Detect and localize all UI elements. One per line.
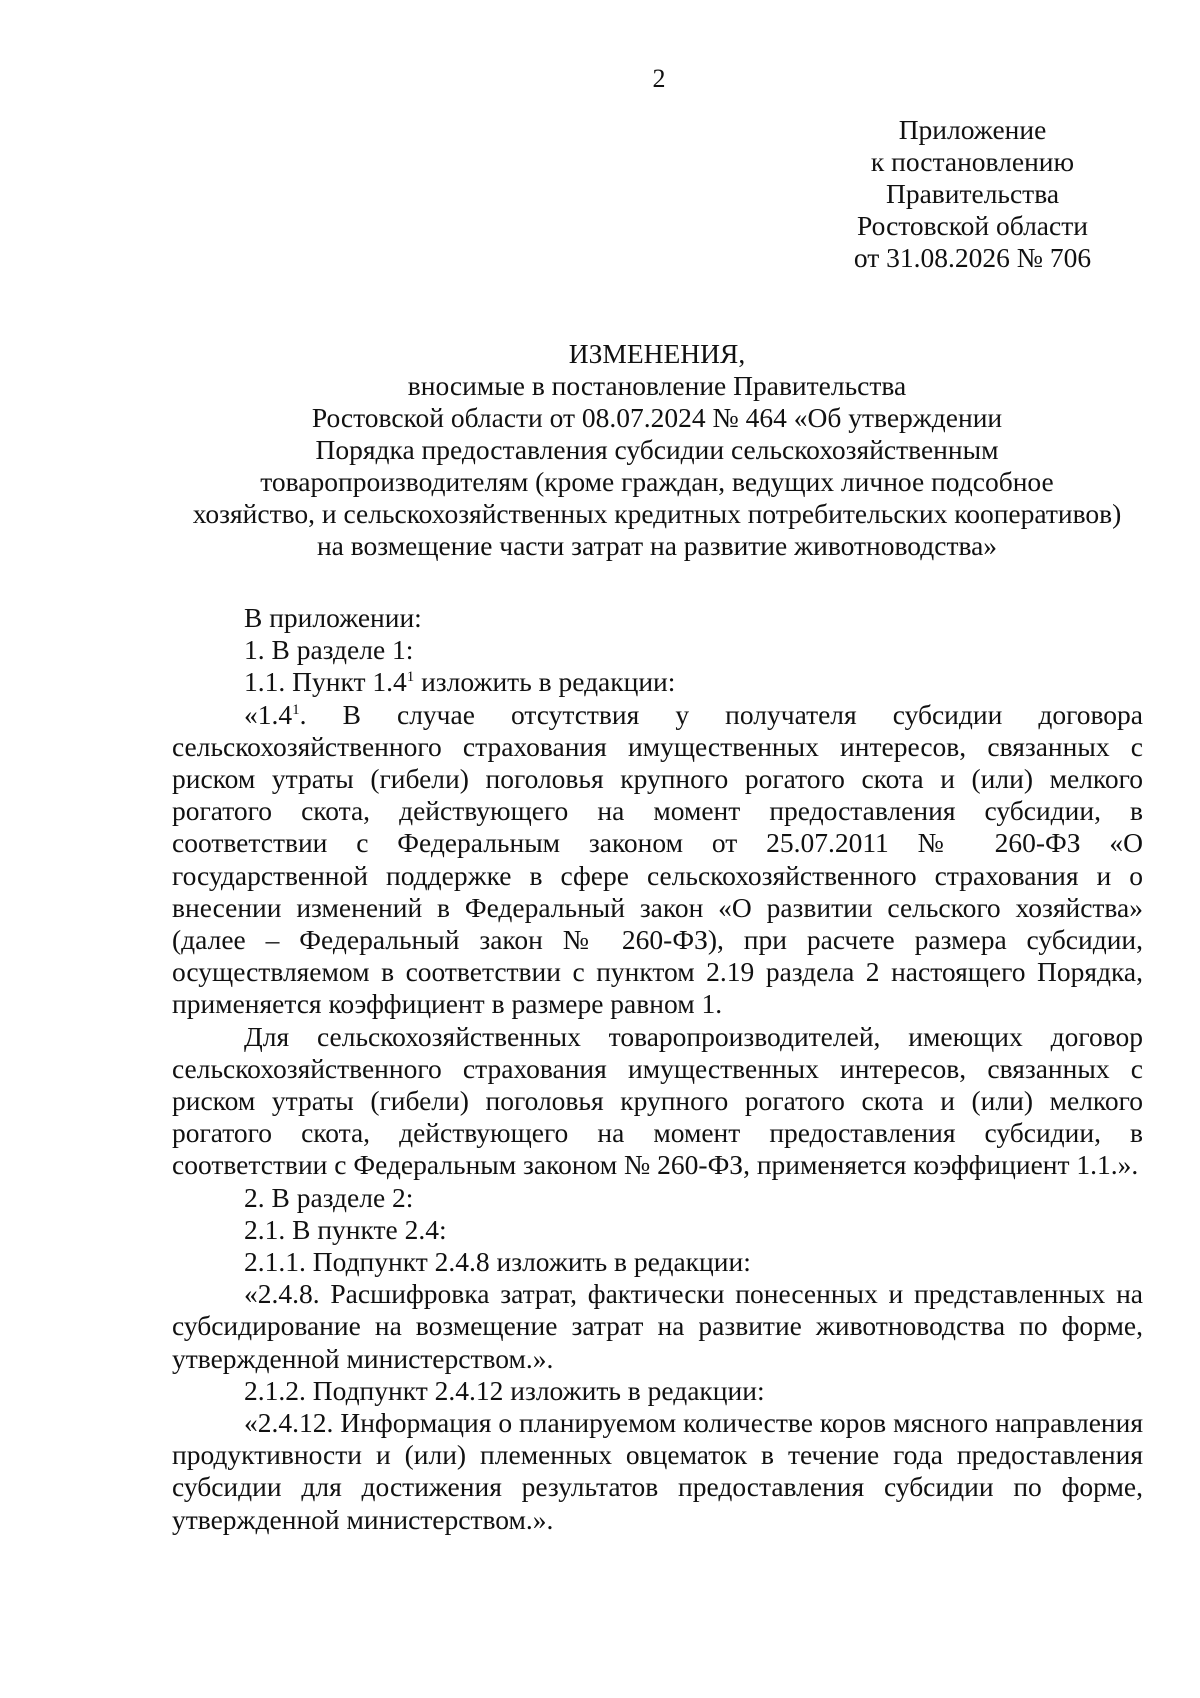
document-body <box>172 602 1143 1536</box>
paragraph: В приложении: <box>244 602 422 633</box>
paragraph-text: изложить в редакции: <box>414 666 676 698</box>
paragraph: «2.4.12. Информация о планируемом количестве коров мясного направления продуктивности и (или) племенных овцематок в течение года предоставления субсидии для достижения результатов предоставления субсидии по форме, утвержденной министерством.». <box>172 1407 1143 1535</box>
appendix-header <box>800 114 1145 274</box>
page-number: 2 <box>652 64 666 93</box>
title-line: на возмещение части затрат на развитие животноводства» <box>316 530 998 561</box>
paragraph: 2.1.1. Подпункт 2.4.8 изложить в редакции: <box>244 1246 751 1278</box>
paragraph: 2.1. В пункте 2.4: <box>244 1213 447 1245</box>
title-line: Порядка предоставления субсидии сельскохозяйственным <box>315 434 999 465</box>
paragraph: 2.1.2. Подпункт 2.4.12 изложить в редакции: <box>244 1374 765 1406</box>
title-heading: ИЗМЕНЕНИЯ, <box>568 338 746 369</box>
paragraph: «2.4.8. Расшифровка затрат, фактически понесенных и представленных на субсидирование на возмещение затрат на развитие животноводства по форме, утвержденной министерством.». <box>172 1278 1143 1374</box>
appendix-line: к постановлению <box>870 146 1075 177</box>
paragraph: 1. В разделе 1: <box>244 634 414 666</box>
paragraph: Для сельскохозяйственных товаропроизводителей, имеющих договор сельскохозяйственного страхования имущественных интересов, связанных с риском утраты (гибели) поголовья крупного рогатого скота и (или) мелкого рогатого скота, действующего на момент предоставления субсидии, в соответствии с Федеральным законом № 260-ФЗ, применяется коэффициент 1.1.». <box>172 1020 1143 1181</box>
title-line: вносимые в постановление Правительства <box>407 370 907 401</box>
paragraph-text: . В случае отсутствия у получателя субсидии договора сельскохозяйственного страхования имущественных интересов, связанных с риском утраты (гибели) поголовья крупного рогатого скота и (или) мелкого рогатого скота, действующего на момент предоставления субсидии, в соответствии с Федеральным законом от 25.07.2011 № 260-ФЗ «О государственной поддержке в сфере сельскохозяйственного страхования и о внесении изменений в Федеральный закон «О развитии сельского хозяйства» (далее – Федеральный закон № 260-ФЗ), при расчете размера субсидии, осуществляемом в соответствии с пунктом 2.19 раздела 2 настоящего Порядка, применяется коэффициент в размере равном 1. <box>172 698 1143 1020</box>
paragraph-text: «1.4 <box>244 698 293 730</box>
appendix-line: Ростовской области <box>857 210 1088 241</box>
appendix-line: Правительства <box>885 178 1060 209</box>
title-line: хозяйство, и сельскохозяйственных кредитных потребительских кооперативов) <box>192 498 1122 529</box>
paragraph <box>172 699 1143 1021</box>
paragraph-text: 1.1. Пункт 1.4 <box>244 666 407 698</box>
appendix-line: Приложение <box>898 114 1047 145</box>
paragraph <box>172 666 1143 698</box>
title-line: Ростовской области от 08.07.2024 № 464 «Об утверждении <box>311 402 1003 433</box>
appendix-line: от 31.08.2026 № 706 <box>853 242 1092 273</box>
document-title <box>172 338 1142 562</box>
superscript: 1 <box>406 669 415 686</box>
title-line: товаропроизводителям (кроме граждан, ведущих личное подсобное <box>260 466 1054 497</box>
superscript: 1 <box>292 701 300 718</box>
paragraph: 2. В разделе 2: <box>244 1181 414 1213</box>
